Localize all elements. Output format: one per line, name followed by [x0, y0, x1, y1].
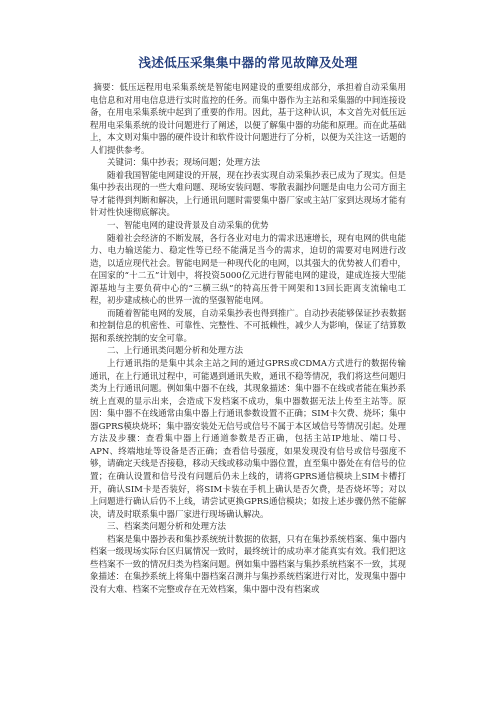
section-heading: 二、上行通讯类问题分析和处理方法	[107, 346, 244, 357]
body-paragraph: 随着我国智能电网建设的开展，现在抄表实现自动采集抄表已成为了现实。但是集中抄表出现的一些大难问题、现场安装问题、零散表漏抄问题是由电力公司方面主导才能得到判断和解决，上行通讯问题时需要集中器厂家或主站厂家到达现场才能有针对性快速彻底解决。	[90, 170, 406, 219]
body-paragraph: 档案是集中器抄表和集抄系统统计数据的依据，只有在集抄系统档案、集中器内档案一级现场实际台区归属情况一致时，最终统计的成功率才能真实有效。我们把这些档案不一致的情况归类为档案问题。例如集中器档案与集抄系统档案不一致，其现象描述：在集抄系统上将集中器档案召测并与集抄系统档案进行对比，发现集中器中没有大难、档案不完整或存在无效档案，集中器中没有档案或	[90, 534, 406, 595]
body-paragraph: 上行通讯指的是集中其余主站之间的通过GPRS或CDMA方式进行的数据传输通讯，在上行通讯过程中，可能遇到通讯失败，通讯不稳等情况，我们将这些问题归类为上行通讯问题。例如集中器不在线，其现象描述：集中器不在线或者能在集抄系统上直观的显示出来，会造成下发档案不成功，集中器数据无法上传至主站等。原因：集中器不在线通常由集中器上行通讯参数设置不正确；SIM卡欠费、烧坏；集中器GPRS模块烧坏；集中器安装处无信号或信号不属于本区域信号等情况引起。处理方法及步骤：查看集中器上行通道参数是否正确，包括主站IP地址、端口号、APN、终端地址等设备是否正确；查看信号强度，如果发现没有信号或信号强度不够，请确定天线是否接稳，移动天线或移动集中器位置，直至集中器处在有信号的位置；在确认设置和信号没有问题后仍未上线的，请将GPRS通信模块上SIM卡槽打开，确认SIM卡是否装好，将SIM卡装在手机上确认是否欠费，是否烧坏等；对以上问题进行确认后仍不上线，请尝试更换GPRS通信模块；如按上述步骤仍然不能解决，请及时联系集中器厂家进行现场确认解决。	[90, 359, 406, 520]
keywords-paragraph: 关键词：集中抄表；现场问题；处理方法	[107, 158, 261, 169]
body-paragraph: 随着社会经济的不断发展，各行各业对电力的需求迅速增长，现有电网的供电能力、电力输送能力、稳定性等已经不能满足当今的需求，迫切的需要对电网进行改造，以适应现代社会。智能电网是一种现代化的电网，以其强大的优势被人们看中，在国家的“十二五”计划中，将投资5000亿元进行智能电网的建设，建成连接大型能源基地与主要负荷中心的“三横三纵”的特高压骨干网架和13回长距离支流输电工程，初步建成核心的世界一流的坚强智能电网。	[90, 233, 406, 307]
body-paragraph: 而随着智能电网的发展，自动采集抄表也得到推广。自动抄表能够保证抄表数据和控制信息的机密性、可靠性、完整性、不可抵赖性，减少人为影响，保证了结算数据和系统控制的安全可靠。	[90, 308, 406, 344]
section-heading: 一、智能电网的建设背景及自动采集的优势	[107, 221, 269, 232]
abstract-paragraph: 摘要：低压远程用电采集系统是智能电网建设的重要组成部分，承担着自动采集用电信息和对用电信息进行实时监控的任务。而集中器作为主站和采集器的中间连接设备，在用电采集系统中起到了重要的作用。因此，基于这种认识，本文首先对低压远程用电采集系统的设计问题进行了阐述，以便了解集中器的功能和原理。而在此基础上，本文则对集中器的硬件设计和软件设计问题进行了分析，以便为关注这一话题的人们提供参考。	[90, 83, 406, 156]
document-body	[90, 82, 406, 596]
section-heading: 三、档案类问题分析和处理方法	[107, 522, 227, 533]
document-title: 浅述低压采集集中器的常见故障及处理	[138, 55, 358, 70]
